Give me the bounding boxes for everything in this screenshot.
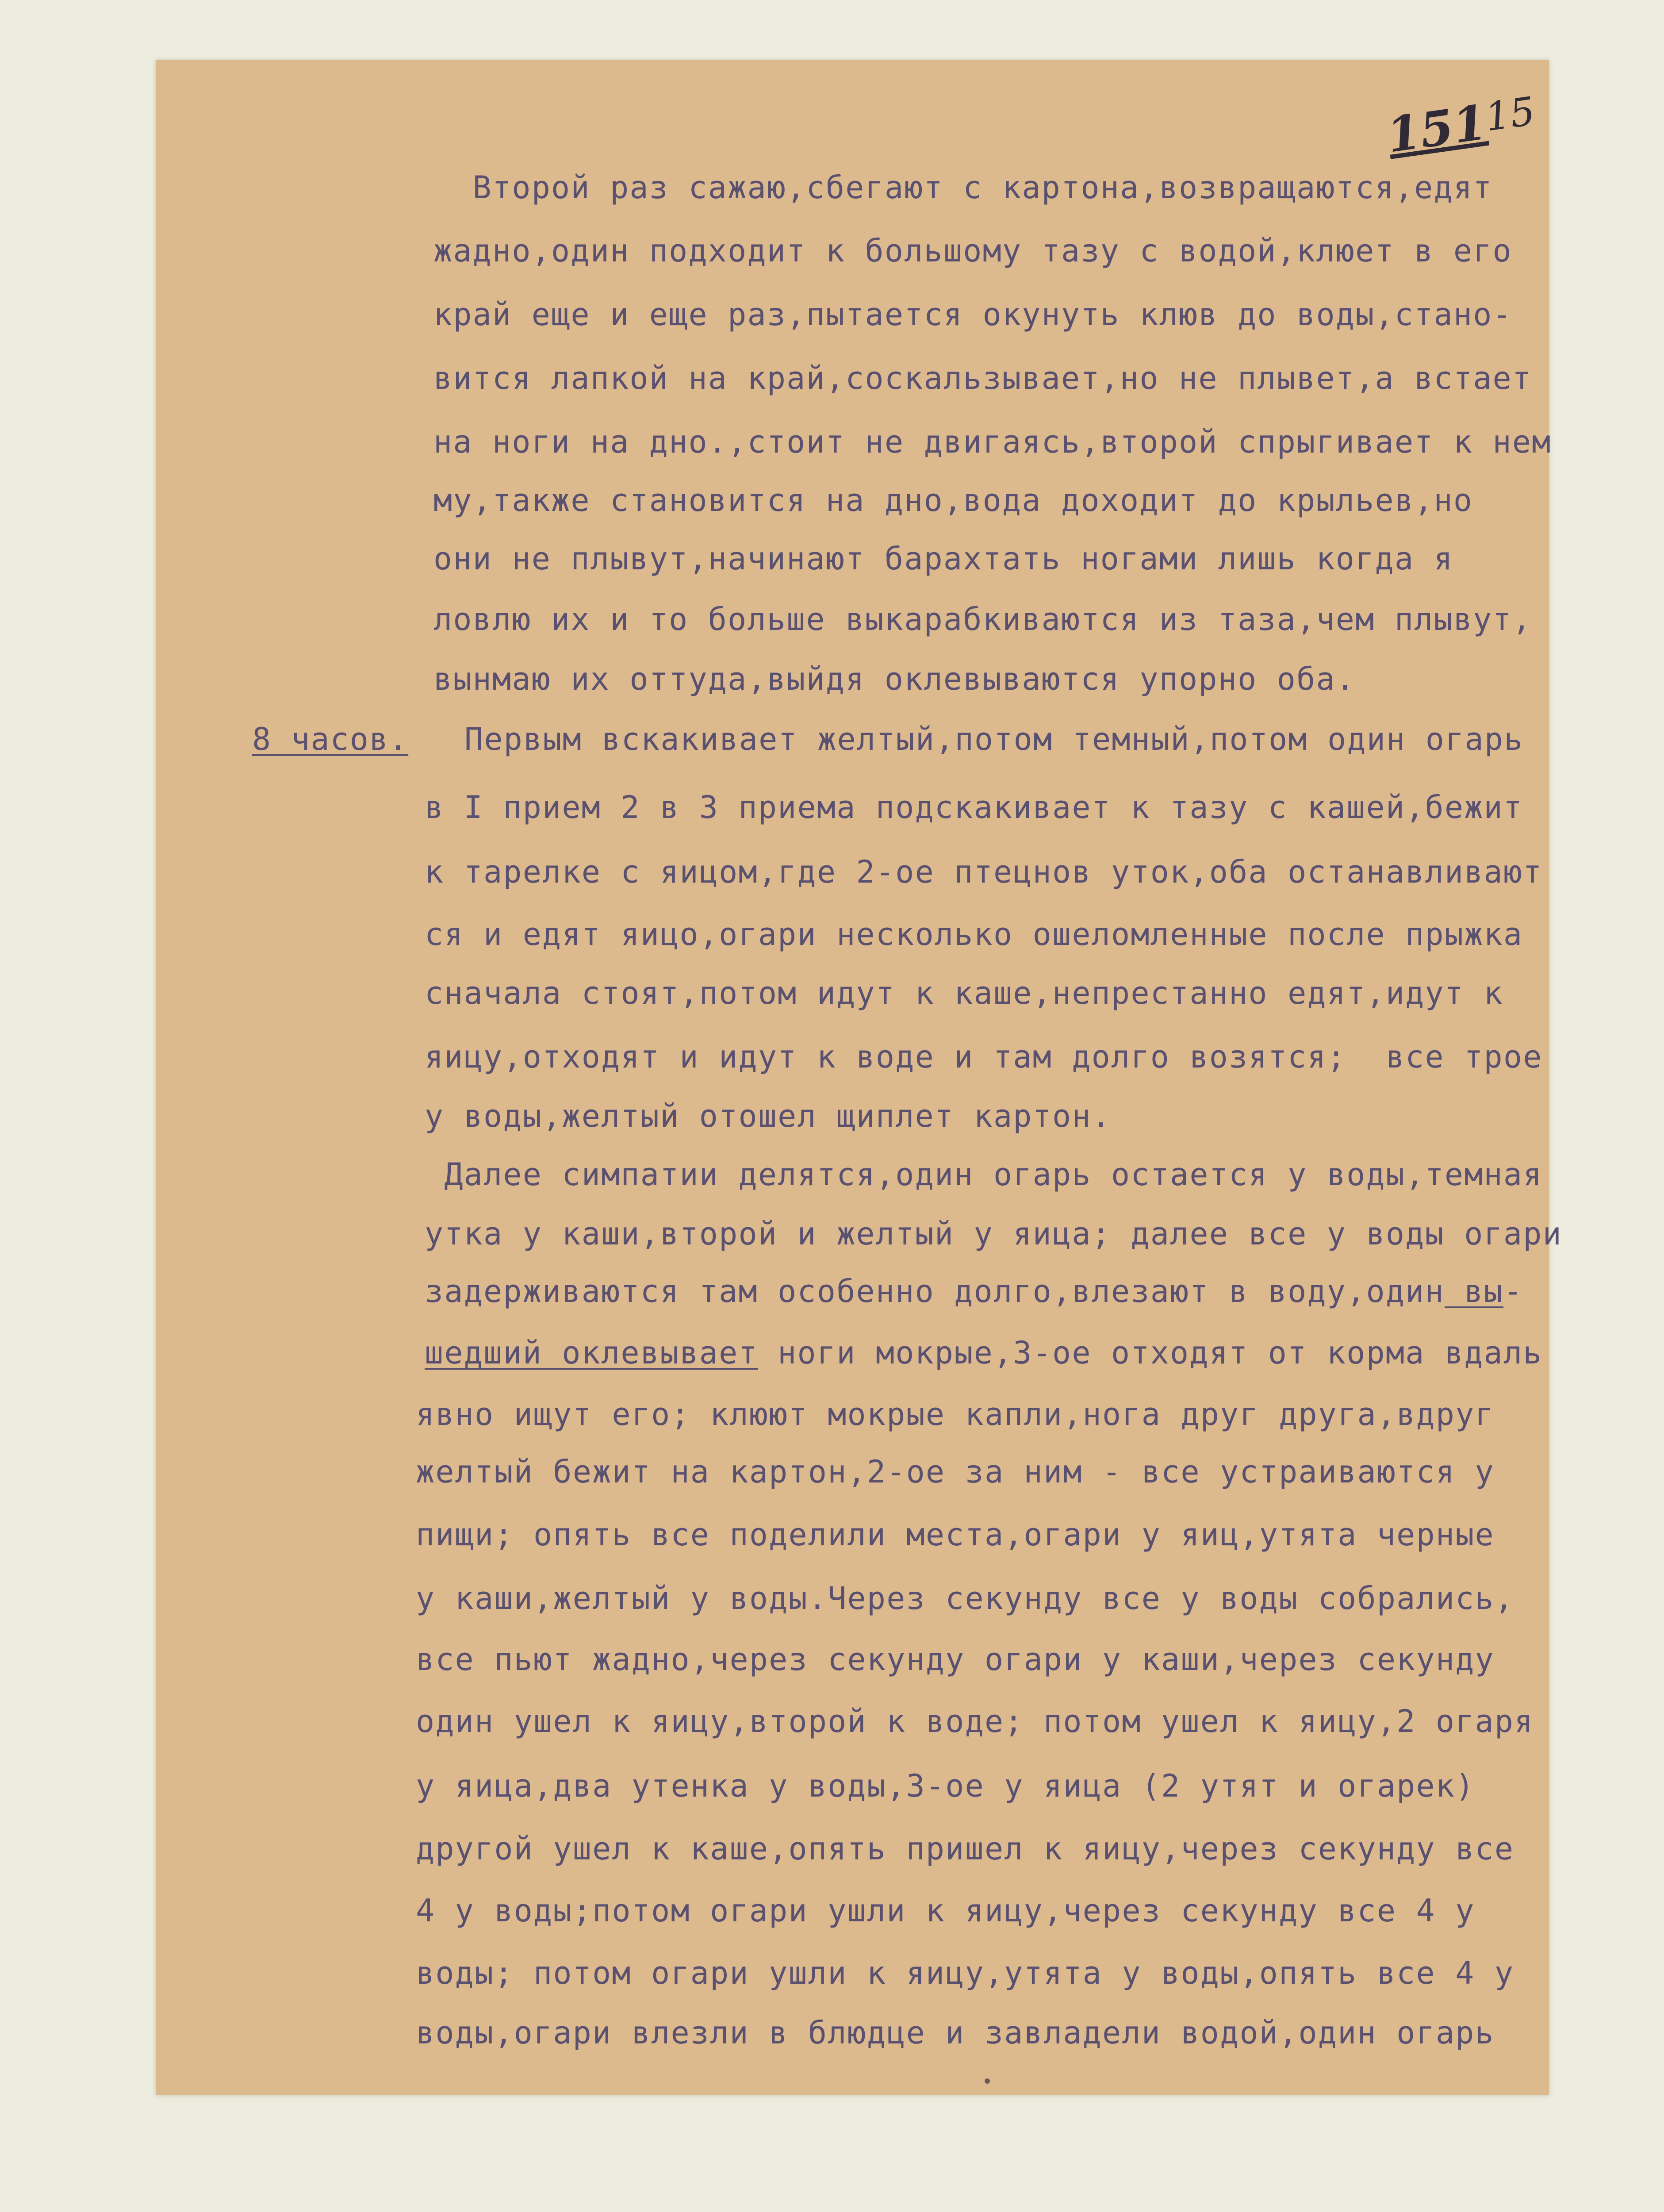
text-line: ловлю их и то больше выкарабкиваются из таза,чем плывут, [433,601,1532,637]
text-line: Далее симпатии делятся,один огарь остается у воды,темная [425,1156,1543,1193]
text-line: на ноги на дно.,стоит не двигаясь,второй спрыгивает к нем [433,424,1552,460]
text-line: шедший оклевывает ноги мокрые,3-ое отходят от корма вдаль [425,1335,1543,1371]
underlined-fragment [425,1337,758,1368]
text-line: ся и едят яицо,огари несколько ошеломленные после прыжка [425,916,1523,952]
text-line: явно ищут его; клюют мокрые капли,нога друг друга,вдруг [416,1396,1495,1432]
text-line: все пьют жадно,через секунду огари у каши,через секунду [416,1641,1495,1678]
text-line: край еще и еще раз,пытается окунуть клюв до воды,стано- [433,296,1512,333]
text-line: к тарелке с яицом,где 2-ое птецнов уток,оба останавливают [425,854,1543,890]
text-line: 4 у воды;потом огари ушли к яицу,через секунду все 4 у [416,1893,1475,1929]
text-line: вится лапкой на край,соскальзывает,но не плывет,а встает [433,360,1532,396]
text-line: му,также становится на дно,вода доходит до крыльев,но [433,482,1473,518]
text-line: Второй раз сажаю,сбегают с картона,возвращаются,едят [433,169,1493,206]
text-line: желтый бежит на картон,2-ое за ним - все устраиваются у [416,1454,1495,1490]
text-line: у воды,желтый отошел щиплет картон. [425,1098,1112,1134]
underlined-fragment [1445,1276,1503,1307]
folio-secondary: 15 [1482,88,1538,140]
text-line: сначала стоят,потом идут к каше,непрестанно едят,идут к [425,975,1503,1011]
text-line: воды; потом огари ушли к яицу,утята у воды,опять все 4 у [416,1955,1514,1991]
text-line: один ушел к яицу,второй к воде; потом ушел к яицу,2 огаря [416,1703,1534,1740]
text-line: воды,огари влезли в блюдце и завладели водой,один огарь [416,2015,1495,2051]
text-line: вынмаю их оттуда,выйдя оклевываются упорно оба. [433,661,1356,697]
text-line: они не плывут,начинают барахтать ногами лишь когда я [433,541,1453,577]
folio-primary: 151 [1383,94,1490,164]
text-line: у каши,желтый у воды.Через секунду все у воды собрались, [416,1580,1514,1617]
text-line: у яица,два утенка у воды,3-ое у яица (2 утят и огарек) [416,1768,1475,1804]
text-line: пищи; опять все поделили места,огари у яиц,утята черные [416,1517,1495,1553]
paper-speck [985,2078,990,2084]
text-line: Первым вскакивает желтый,потом темный,потом один огарь [464,721,1524,757]
margin-time-note: 8 часов. [252,721,409,757]
text-line: утка у каши,второй и желтый у яица; далее все у воды огари [425,1216,1562,1252]
text-line: в I прием 2 в 3 приема подскакивает к тазу с кашей,бежит [425,789,1523,826]
text-line: жадно,один подходит к большому тазу с водой,клюет в его [433,233,1512,269]
text-line: яицу,отходят и идут к воде и там долго возятся; все трое [425,1039,1543,1075]
text-line: другой ушел к каше,опять пришел к яицу,через секунду все [416,1831,1514,1867]
text-line: задерживаются там особенно долго,влезают в воду,один вы- [425,1273,1523,1310]
